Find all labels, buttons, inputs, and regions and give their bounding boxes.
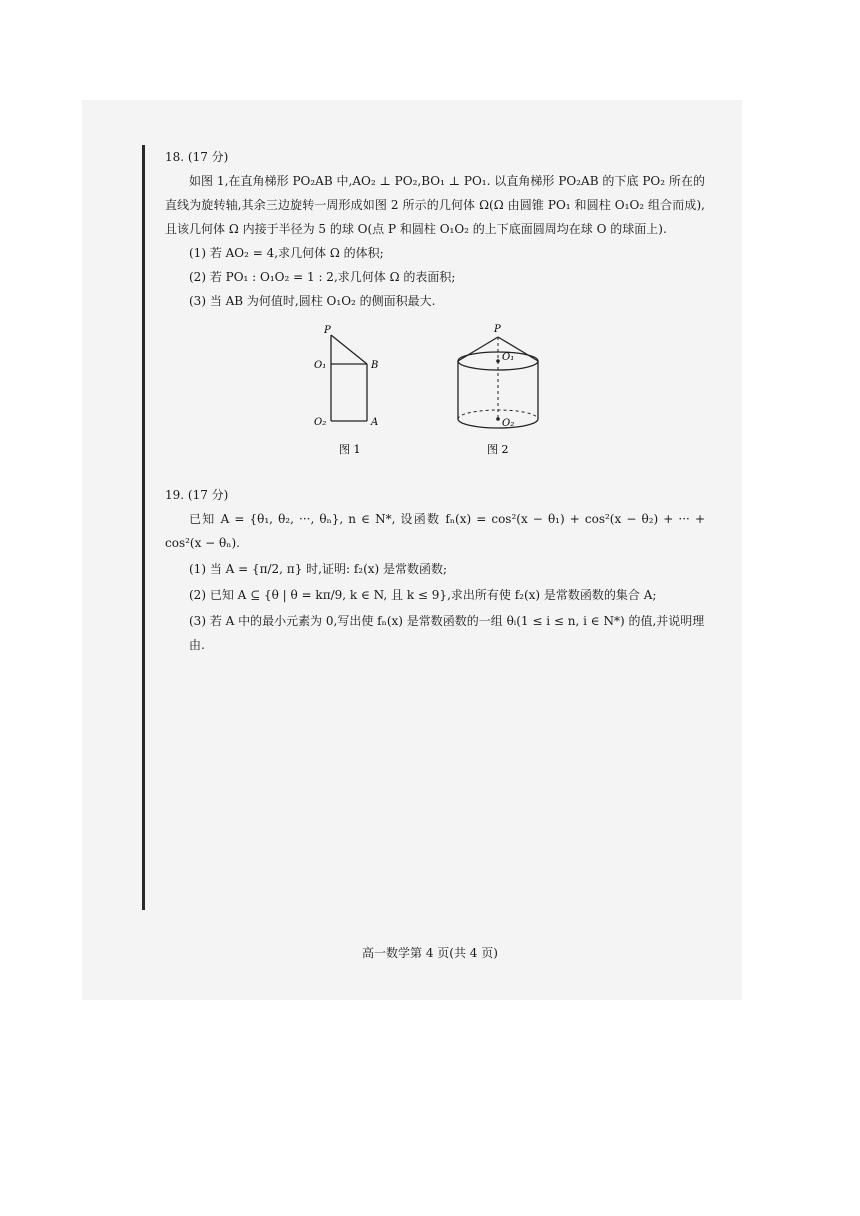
- question-18-header: 18. (17 分): [165, 150, 229, 164]
- fig1-label-O1: O₁: [314, 360, 327, 371]
- question-18-part-1: (1) 若 AO₂ = 4,求几何体 Ω 的体积;: [189, 246, 384, 260]
- fig2-cone-left-edge: [458, 337, 498, 361]
- question-18-part-2: (2) 若 PO₁ : O₁O₂ = 1 : 2,求几何体 Ω 的表面积;: [189, 270, 456, 284]
- question-19-stem: 已知 A = {θ₁, θ₂, ···, θₙ}, n ∈ N*, 设函数 fₙ(x) = cos²(x − θ₁) + cos²(x − θ₂) + ··· + cos²(x − θₙ).: [165, 512, 705, 550]
- binding-margin-line: [142, 145, 145, 910]
- fig1-label-O2: O₂: [314, 417, 327, 428]
- figure-2: [458, 324, 538, 456]
- fig2-caption: 图 2: [487, 443, 509, 456]
- question-19: [165, 483, 705, 657]
- fig2-point-O2: [496, 417, 500, 421]
- question-19-part-3: (3) 若 A 中的最小元素为 0,写出使 fₙ(x) 是常数函数的一组 θᵢ(1 ≤ i ≤ n, i ∈ N*) 的值,并说明理由.: [189, 614, 705, 652]
- fig1-edge-B-P: [331, 335, 367, 364]
- figures-svg: [165, 319, 705, 469]
- fig1-label-B: B: [371, 360, 379, 371]
- figures-row: [165, 319, 705, 469]
- question-19-part-1: (1) 当 A = {π/2, π} 时,证明: f₂(x) 是常数函数;: [189, 562, 448, 576]
- fig2-label-O1: O₁: [502, 352, 515, 363]
- fig2-point-O1: [496, 359, 500, 363]
- question-19-header: 19. (17 分): [165, 488, 229, 502]
- fig1-caption: 图 1: [339, 443, 361, 456]
- fig1-label-A: A: [371, 417, 379, 428]
- questions-area: [165, 145, 705, 657]
- question-18-part-3: (3) 当 AB 为何值时,圆柱 O₁O₂ 的侧面积最大.: [189, 294, 436, 308]
- page-footer: 高一数学第 4 页(共 4 页): [362, 946, 498, 960]
- figure-1: [314, 325, 378, 456]
- question-18: [165, 145, 705, 469]
- fig1-label-P: P: [324, 325, 331, 336]
- fig2-label-P: P: [494, 324, 501, 335]
- fig2-label-O2: O₂: [502, 418, 515, 429]
- question-19-part-2: (2) 已知 A ⊆ {θ | θ = kπ/9, k ∈ N, 且 k ≤ 9},求出所有使 f₂(x) 是常数函数的集合 A;: [189, 588, 657, 602]
- question-18-stem: 如图 1,在直角梯形 PO₂AB 中,AO₂ ⊥ PO₂,BO₁ ⊥ PO₁. 以直角梯形 PO₂AB 的下底 PO₂ 所在的直线为旋转轴,其余三边旋转一周形成如图 2 所示的几何体 Ω(Ω 由圆锥 PO₁ 和圆柱 O₁O₂ 组合而成),且该几何体 Ω 内接于半径为 5 的球 O(点 P 和圆柱 O₁O₂ 的上下底面圆周均在球 O 的球面上).: [165, 174, 705, 236]
